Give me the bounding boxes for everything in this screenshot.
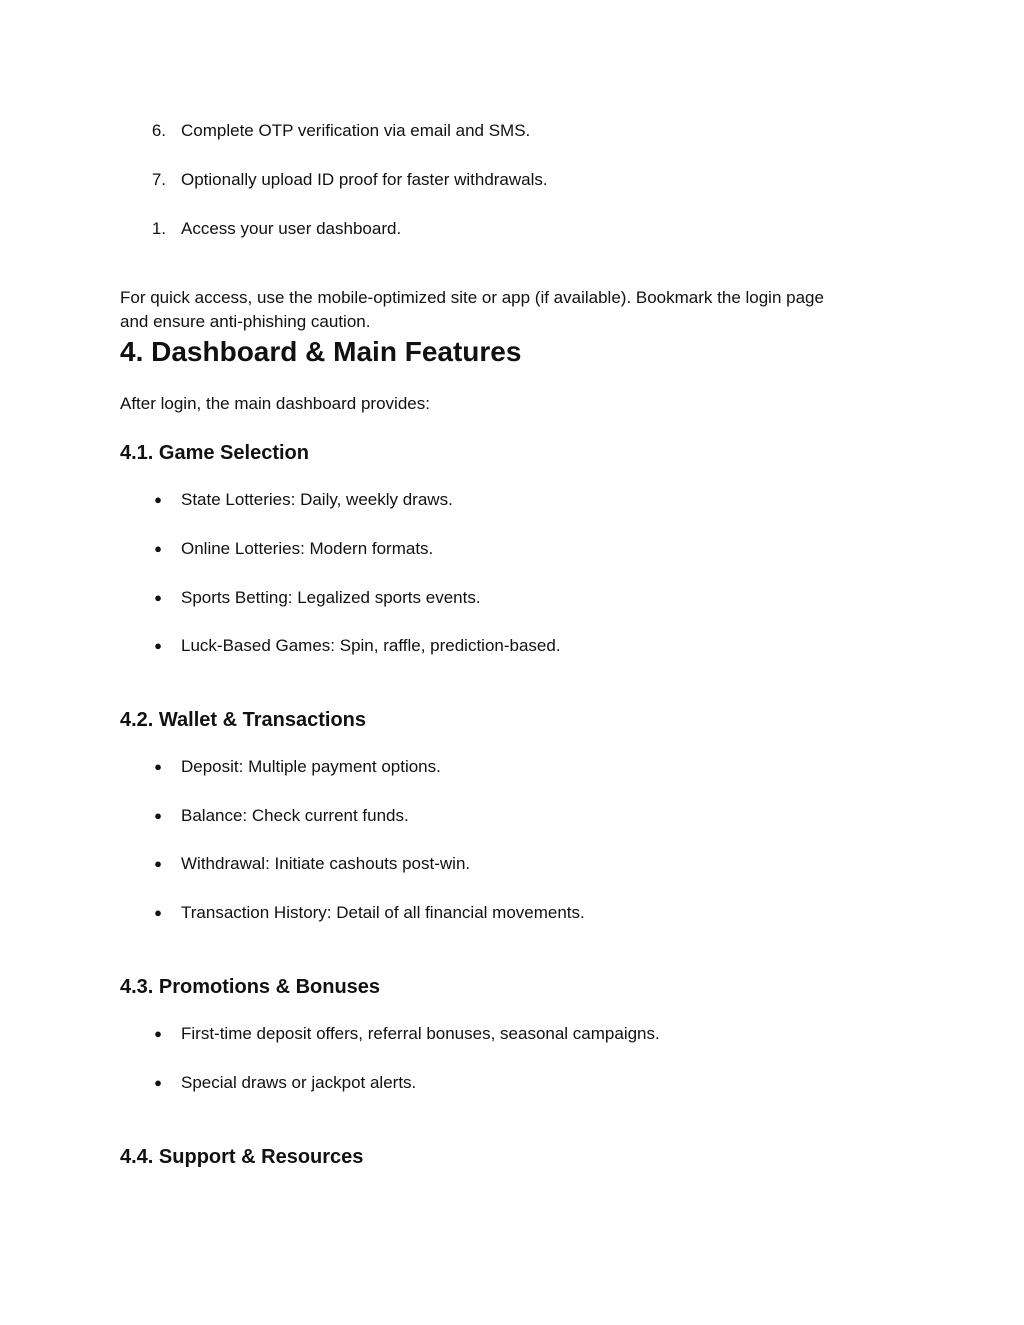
- step-number: 7.: [151, 170, 166, 189]
- subsection-heading: 4.1. Game Selection: [120, 442, 309, 464]
- list-item: Luck-Based Games: Spin, raffle, prediction-based.: [181, 636, 561, 655]
- bullet-icon: ●: [154, 808, 162, 823]
- list-item: Balance: Check current funds.: [181, 806, 409, 825]
- section-heading: 4. Dashboard & Main Features: [120, 336, 522, 367]
- subsection-heading: 4.2. Wallet & Transactions: [120, 709, 367, 731]
- step-number: 6.: [151, 121, 166, 140]
- step-number: 1.: [151, 219, 166, 238]
- subsection-heading: 4.3. Promotions & Bonuses: [120, 976, 381, 998]
- list-item: First-time deposit offers, referral bonuses, seasonal campaigns.: [181, 1024, 660, 1043]
- quick-access-line-1: For quick access, use the mobile-optimized site or app (if available). Bookmark the login page: [120, 288, 824, 307]
- subsection-heading: 4.4. Support & Resources: [120, 1146, 364, 1168]
- list-item: Withdrawal: Initiate cashouts post-win.: [181, 854, 471, 873]
- bullet-icon: ●: [154, 856, 162, 871]
- bullet-icon: ●: [154, 1026, 162, 1041]
- step-text: Access your user dashboard.: [181, 219, 402, 238]
- bullet-icon: ●: [154, 759, 162, 774]
- step-text: Optionally upload ID proof for faster withdrawals.: [181, 170, 548, 189]
- list-item: Special draws or jackpot alerts.: [181, 1073, 417, 1092]
- list-item: Sports Betting: Legalized sports events.: [181, 588, 481, 607]
- list-item: Online Lotteries: Modern formats.: [181, 539, 434, 558]
- list-item: State Lotteries: Daily, weekly draws.: [181, 490, 453, 509]
- list-item: Transaction History: Detail of all financial movements.: [181, 903, 585, 922]
- bullet-icon: ●: [154, 905, 162, 920]
- bullet-icon: ●: [154, 638, 162, 653]
- bullet-icon: ●: [154, 541, 162, 556]
- list-item: Deposit: Multiple payment options.: [181, 757, 441, 776]
- bullet-icon: ●: [154, 492, 162, 507]
- quick-access-line-2: and ensure anti-phishing caution.: [120, 312, 371, 331]
- bullet-icon: ●: [154, 1075, 162, 1090]
- section-intro: After login, the main dashboard provides:: [120, 394, 430, 413]
- step-text: Complete OTP verification via email and SMS.: [181, 121, 531, 140]
- bullet-icon: ●: [154, 590, 162, 605]
